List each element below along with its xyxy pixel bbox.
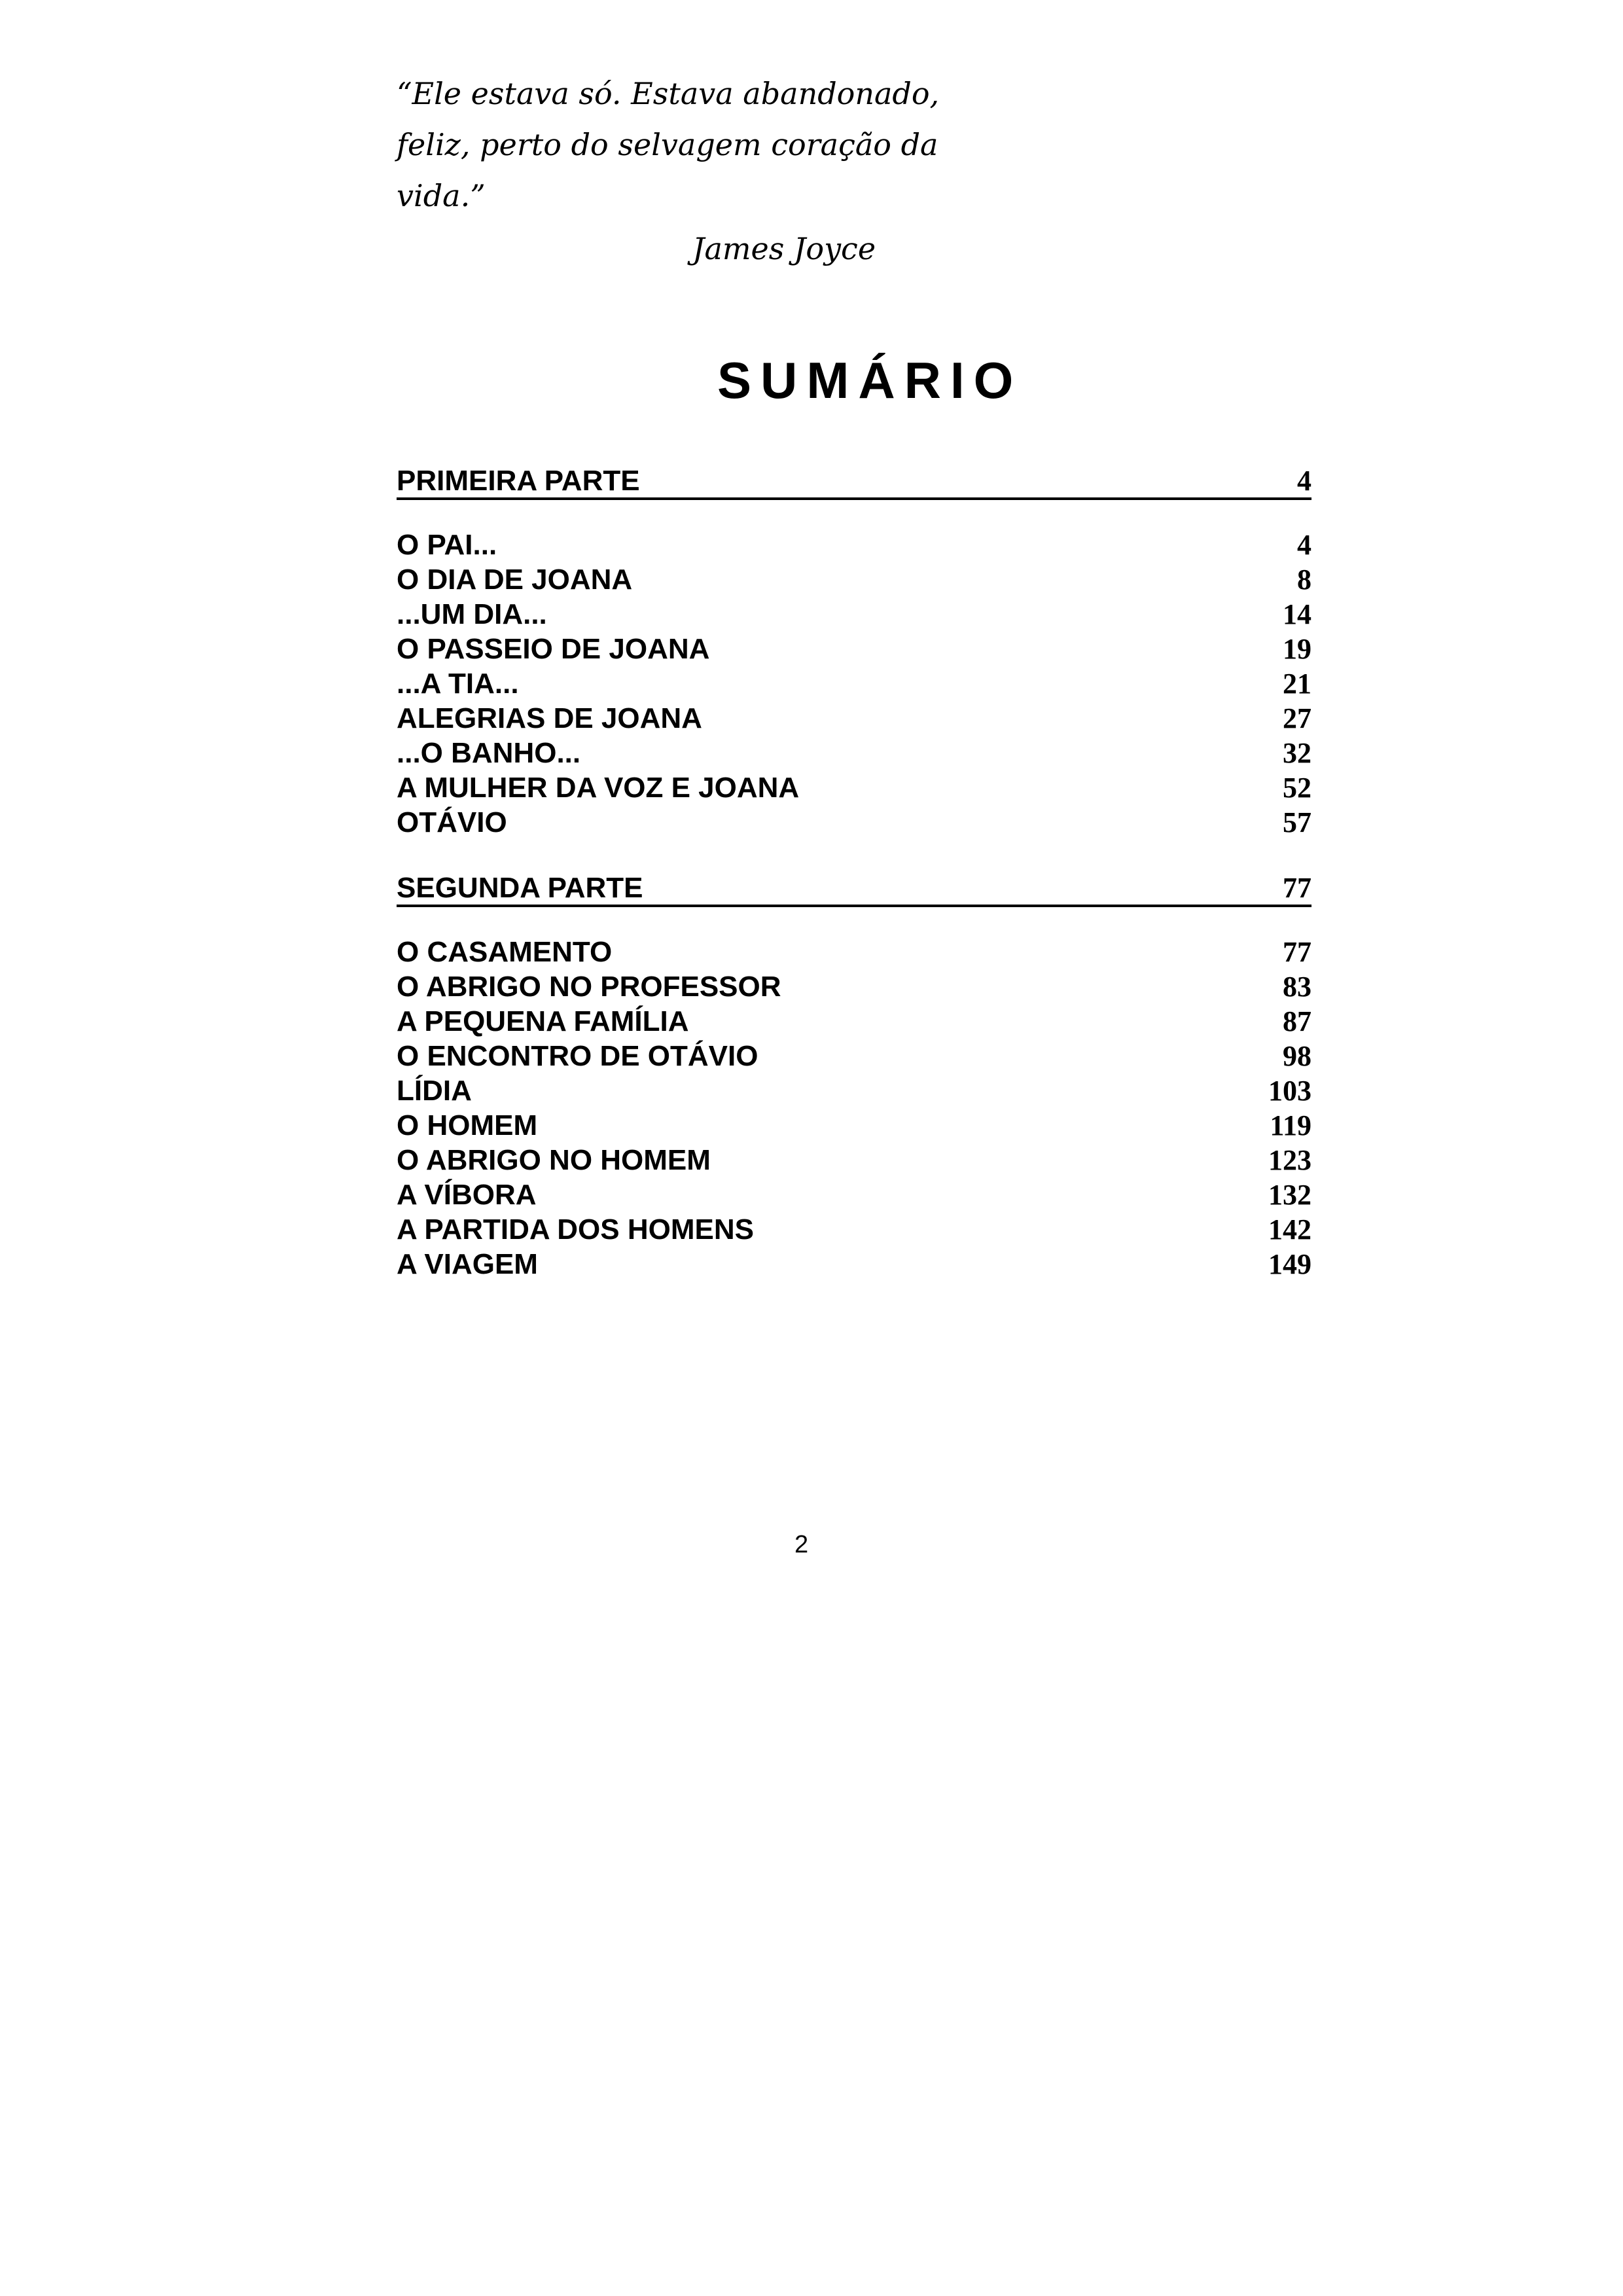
toc-entry-page: 123 bbox=[1268, 1144, 1311, 1176]
toc-entry-label: O ABRIGO NO HOMEM bbox=[397, 1143, 711, 1176]
toc-part-1 bbox=[397, 465, 1311, 840]
epigraph-line: “Ele estava só. Estava abandonado, bbox=[397, 76, 940, 111]
toc-entry-page: 19 bbox=[1283, 633, 1311, 665]
toc-entry-page: 132 bbox=[1268, 1179, 1311, 1211]
toc-entry[interactable] bbox=[397, 701, 1311, 736]
epigraph-line: vida.” bbox=[397, 178, 486, 213]
toc-entry-label: A PARTIDA DOS HOMENS bbox=[397, 1213, 754, 1246]
toc-entry-page: 77 bbox=[1283, 936, 1311, 968]
toc-entry[interactable] bbox=[397, 1073, 1311, 1108]
toc-title: SUMÁRIO bbox=[717, 351, 1023, 409]
toc-entry[interactable] bbox=[397, 736, 1311, 770]
toc-entry-label: A PEQUENA FAMÍLIA bbox=[397, 1005, 689, 1037]
toc-entry-label: O ABRIGO NO PROFESSOR bbox=[397, 970, 781, 1003]
toc-entry[interactable] bbox=[397, 597, 1311, 632]
toc-entry-page: 57 bbox=[1283, 806, 1311, 838]
toc-entry-label: OTÁVIO bbox=[397, 806, 507, 838]
toc-entry[interactable] bbox=[397, 935, 1311, 969]
toc-entry-list bbox=[397, 528, 1311, 840]
epigraph-line: feliz, perto do selvagem coração da bbox=[397, 127, 938, 162]
toc-entry[interactable] bbox=[397, 562, 1311, 597]
toc-entry[interactable] bbox=[397, 1247, 1311, 1282]
toc-entry-label: A MULHER DA VOZ E JOANA bbox=[397, 771, 800, 804]
toc-entry-page: 14 bbox=[1283, 598, 1311, 630]
toc-entry-page: 27 bbox=[1283, 702, 1311, 734]
toc-entry-page: 142 bbox=[1268, 1213, 1311, 1246]
toc-entry-label: ALEGRIAS DE JOANA bbox=[397, 702, 702, 734]
toc-part-label: PRIMEIRA PARTE bbox=[397, 465, 640, 497]
toc-part-page: 77 bbox=[1283, 872, 1311, 904]
toc-entry[interactable] bbox=[397, 1108, 1311, 1143]
toc-entry[interactable] bbox=[397, 805, 1311, 840]
toc-entry[interactable] bbox=[397, 1143, 1311, 1177]
toc-part-2 bbox=[397, 872, 1311, 1282]
epigraph-author: James Joyce bbox=[692, 231, 876, 266]
toc-entry-label: ...A TIA... bbox=[397, 667, 519, 700]
toc-entry-page: 32 bbox=[1283, 737, 1311, 769]
toc-entry[interactable] bbox=[397, 528, 1311, 562]
toc-entry[interactable] bbox=[397, 632, 1311, 666]
toc-entry-page: 8 bbox=[1297, 564, 1311, 596]
toc-entry-page: 52 bbox=[1283, 772, 1311, 804]
toc-entry-page: 149 bbox=[1268, 1248, 1311, 1280]
toc-part-heading[interactable] bbox=[397, 465, 1311, 500]
toc-entry-page: 87 bbox=[1283, 1005, 1311, 1037]
toc-entry[interactable] bbox=[397, 1039, 1311, 1073]
toc-entry-list bbox=[397, 935, 1311, 1282]
toc-entry-label: O HOMEM bbox=[397, 1109, 538, 1141]
toc-entry-label: O DIA DE JOANA bbox=[397, 563, 633, 596]
toc-entry-page: 21 bbox=[1283, 668, 1311, 700]
toc-entry[interactable] bbox=[397, 770, 1311, 805]
page-number: 2 bbox=[794, 1531, 809, 1558]
toc-entry[interactable] bbox=[397, 1177, 1311, 1212]
toc-entry-label: A VIAGEM bbox=[397, 1247, 538, 1280]
toc-entry-page: 119 bbox=[1270, 1109, 1311, 1141]
toc-entry[interactable] bbox=[397, 1212, 1311, 1247]
toc-entry-label: O ENCONTRO DE OTÁVIO bbox=[397, 1039, 758, 1072]
toc-entry-label: ...UM DIA... bbox=[397, 598, 547, 630]
toc-entry[interactable] bbox=[397, 1004, 1311, 1039]
toc-part-heading[interactable] bbox=[397, 872, 1311, 907]
toc-entry-label: A VÍBORA bbox=[397, 1178, 537, 1211]
toc-entry-label: O PAI... bbox=[397, 528, 497, 561]
toc-entry-page: 4 bbox=[1297, 529, 1311, 561]
toc-entry-page: 103 bbox=[1268, 1075, 1311, 1107]
toc-entry-label: O PASSEIO DE JOANA bbox=[397, 632, 710, 665]
toc-entry-page: 98 bbox=[1283, 1040, 1311, 1072]
epigraph-quote bbox=[397, 68, 986, 221]
toc-entry-label: ...O BANHO... bbox=[397, 736, 581, 769]
toc-part-label: SEGUNDA PARTE bbox=[397, 872, 643, 904]
toc-entry[interactable] bbox=[397, 666, 1311, 701]
toc-entry-page: 83 bbox=[1283, 971, 1311, 1003]
toc-entry-label: LÍDIA bbox=[397, 1074, 472, 1107]
toc-entry[interactable] bbox=[397, 969, 1311, 1004]
toc-entry-label: O CASAMENTO bbox=[397, 935, 613, 968]
toc-part-page: 4 bbox=[1297, 465, 1311, 497]
